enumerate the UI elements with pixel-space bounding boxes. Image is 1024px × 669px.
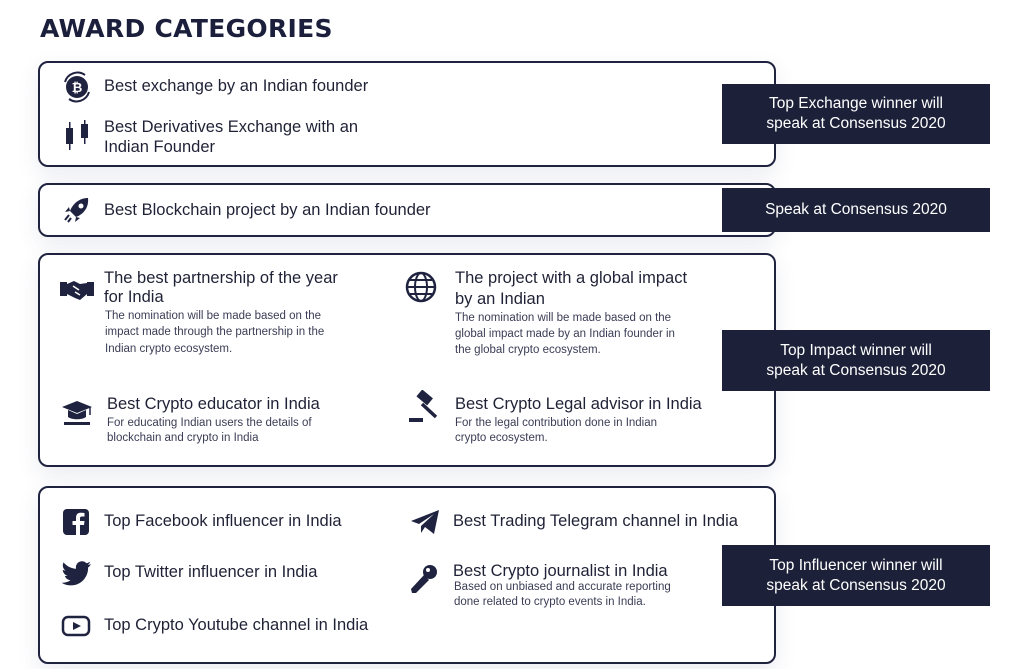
youtube-icon [61, 614, 91, 638]
category-partnership-desc-line: Indian crypto ecosystem. [105, 343, 233, 355]
banner-line: speak at Consensus 2020 [766, 576, 946, 594]
globe-icon [404, 270, 438, 304]
category-partnership-line2: for India [104, 288, 164, 306]
impact-winner-banner [722, 330, 990, 391]
banner-line: speak at Consensus 2020 [766, 115, 946, 132]
exchange-winner-banner [722, 84, 990, 144]
category-telegram-channel: Best Trading Telegram channel in India [453, 512, 738, 530]
microphone-icon [407, 563, 441, 597]
svg-text:₿: ₿ [71, 81, 83, 96]
category-derivatives-exchange-line1: Best Derivatives Exchange with an [104, 118, 359, 136]
handshake-icon [58, 272, 96, 306]
category-blockchain-project: Best Blockchain project by an Indian founder [104, 201, 431, 219]
category-crypto-journalist: Best Crypto journalist in India [453, 562, 668, 580]
blockchain-speak-banner [722, 188, 990, 232]
category-crypto-educator: Best Crypto educator in India [107, 395, 320, 413]
facebook-icon [62, 508, 90, 536]
telegram-icon [409, 507, 441, 537]
category-facebook-influencer: Top Facebook influencer in India [104, 512, 342, 530]
banner-line: Top Influencer winner will [769, 556, 943, 574]
graduation-cap-icon [60, 395, 94, 429]
category-global-impact-desc-line: global impact made by an Indian founder in [455, 328, 675, 340]
bitcoin-exchange-icon [60, 70, 94, 104]
category-legal-advisor-desc-line: For the legal contribution done in Indian [455, 417, 658, 429]
category-partnership-desc-line: impact made through the partnership in the [105, 326, 325, 338]
category-derivatives-exchange-line2: Indian Founder [104, 138, 215, 156]
category-partnership-line1: The best partnership of the year [104, 269, 338, 287]
category-crypto-journalist-desc-line: done related to crypto events in India. [454, 596, 646, 608]
category-crypto-journalist-desc-line: Based on unbiased and accurate reporting [454, 581, 671, 593]
category-youtube-channel: Top Crypto Youtube channel in India [104, 616, 369, 634]
category-partnership-desc-line: The nomination will be made based on the [105, 310, 322, 322]
influencer-winner-banner [722, 545, 990, 606]
category-crypto-educator-desc-line: For educating Indian users the details of [107, 417, 312, 429]
gavel-icon [406, 390, 440, 424]
category-twitter-influencer: Top Twitter influencer in India [104, 563, 318, 581]
category-legal-advisor: Best Crypto Legal advisor in India [455, 395, 702, 413]
category-crypto-educator-desc-line: blockchain and crypto in India [107, 432, 259, 444]
banner-line: speak at Consensus 2020 [766, 361, 946, 379]
banner-line: Top Exchange winner will [768, 95, 944, 112]
banner-line: Top Impact winner will [780, 341, 932, 359]
twitter-icon [61, 559, 91, 587]
rocket-icon [60, 193, 94, 227]
category-global-impact-desc-line: The nomination will be made based on the [455, 312, 672, 324]
category-best-exchange: Best exchange by an Indian founder [104, 77, 369, 95]
page-title: AWARD CATEGORIES [40, 14, 333, 43]
category-global-impact-line1: The project with a global impact [455, 269, 688, 287]
banner-line: Speak at Consensus 2020 [765, 201, 947, 218]
candlestick-chart-icon [61, 118, 95, 152]
category-legal-advisor-desc-line: crypto ecosystem. [455, 432, 548, 444]
category-global-impact-line2: by an Indian [455, 290, 545, 308]
category-global-impact-desc-line: the global crypto ecosystem. [455, 344, 601, 356]
